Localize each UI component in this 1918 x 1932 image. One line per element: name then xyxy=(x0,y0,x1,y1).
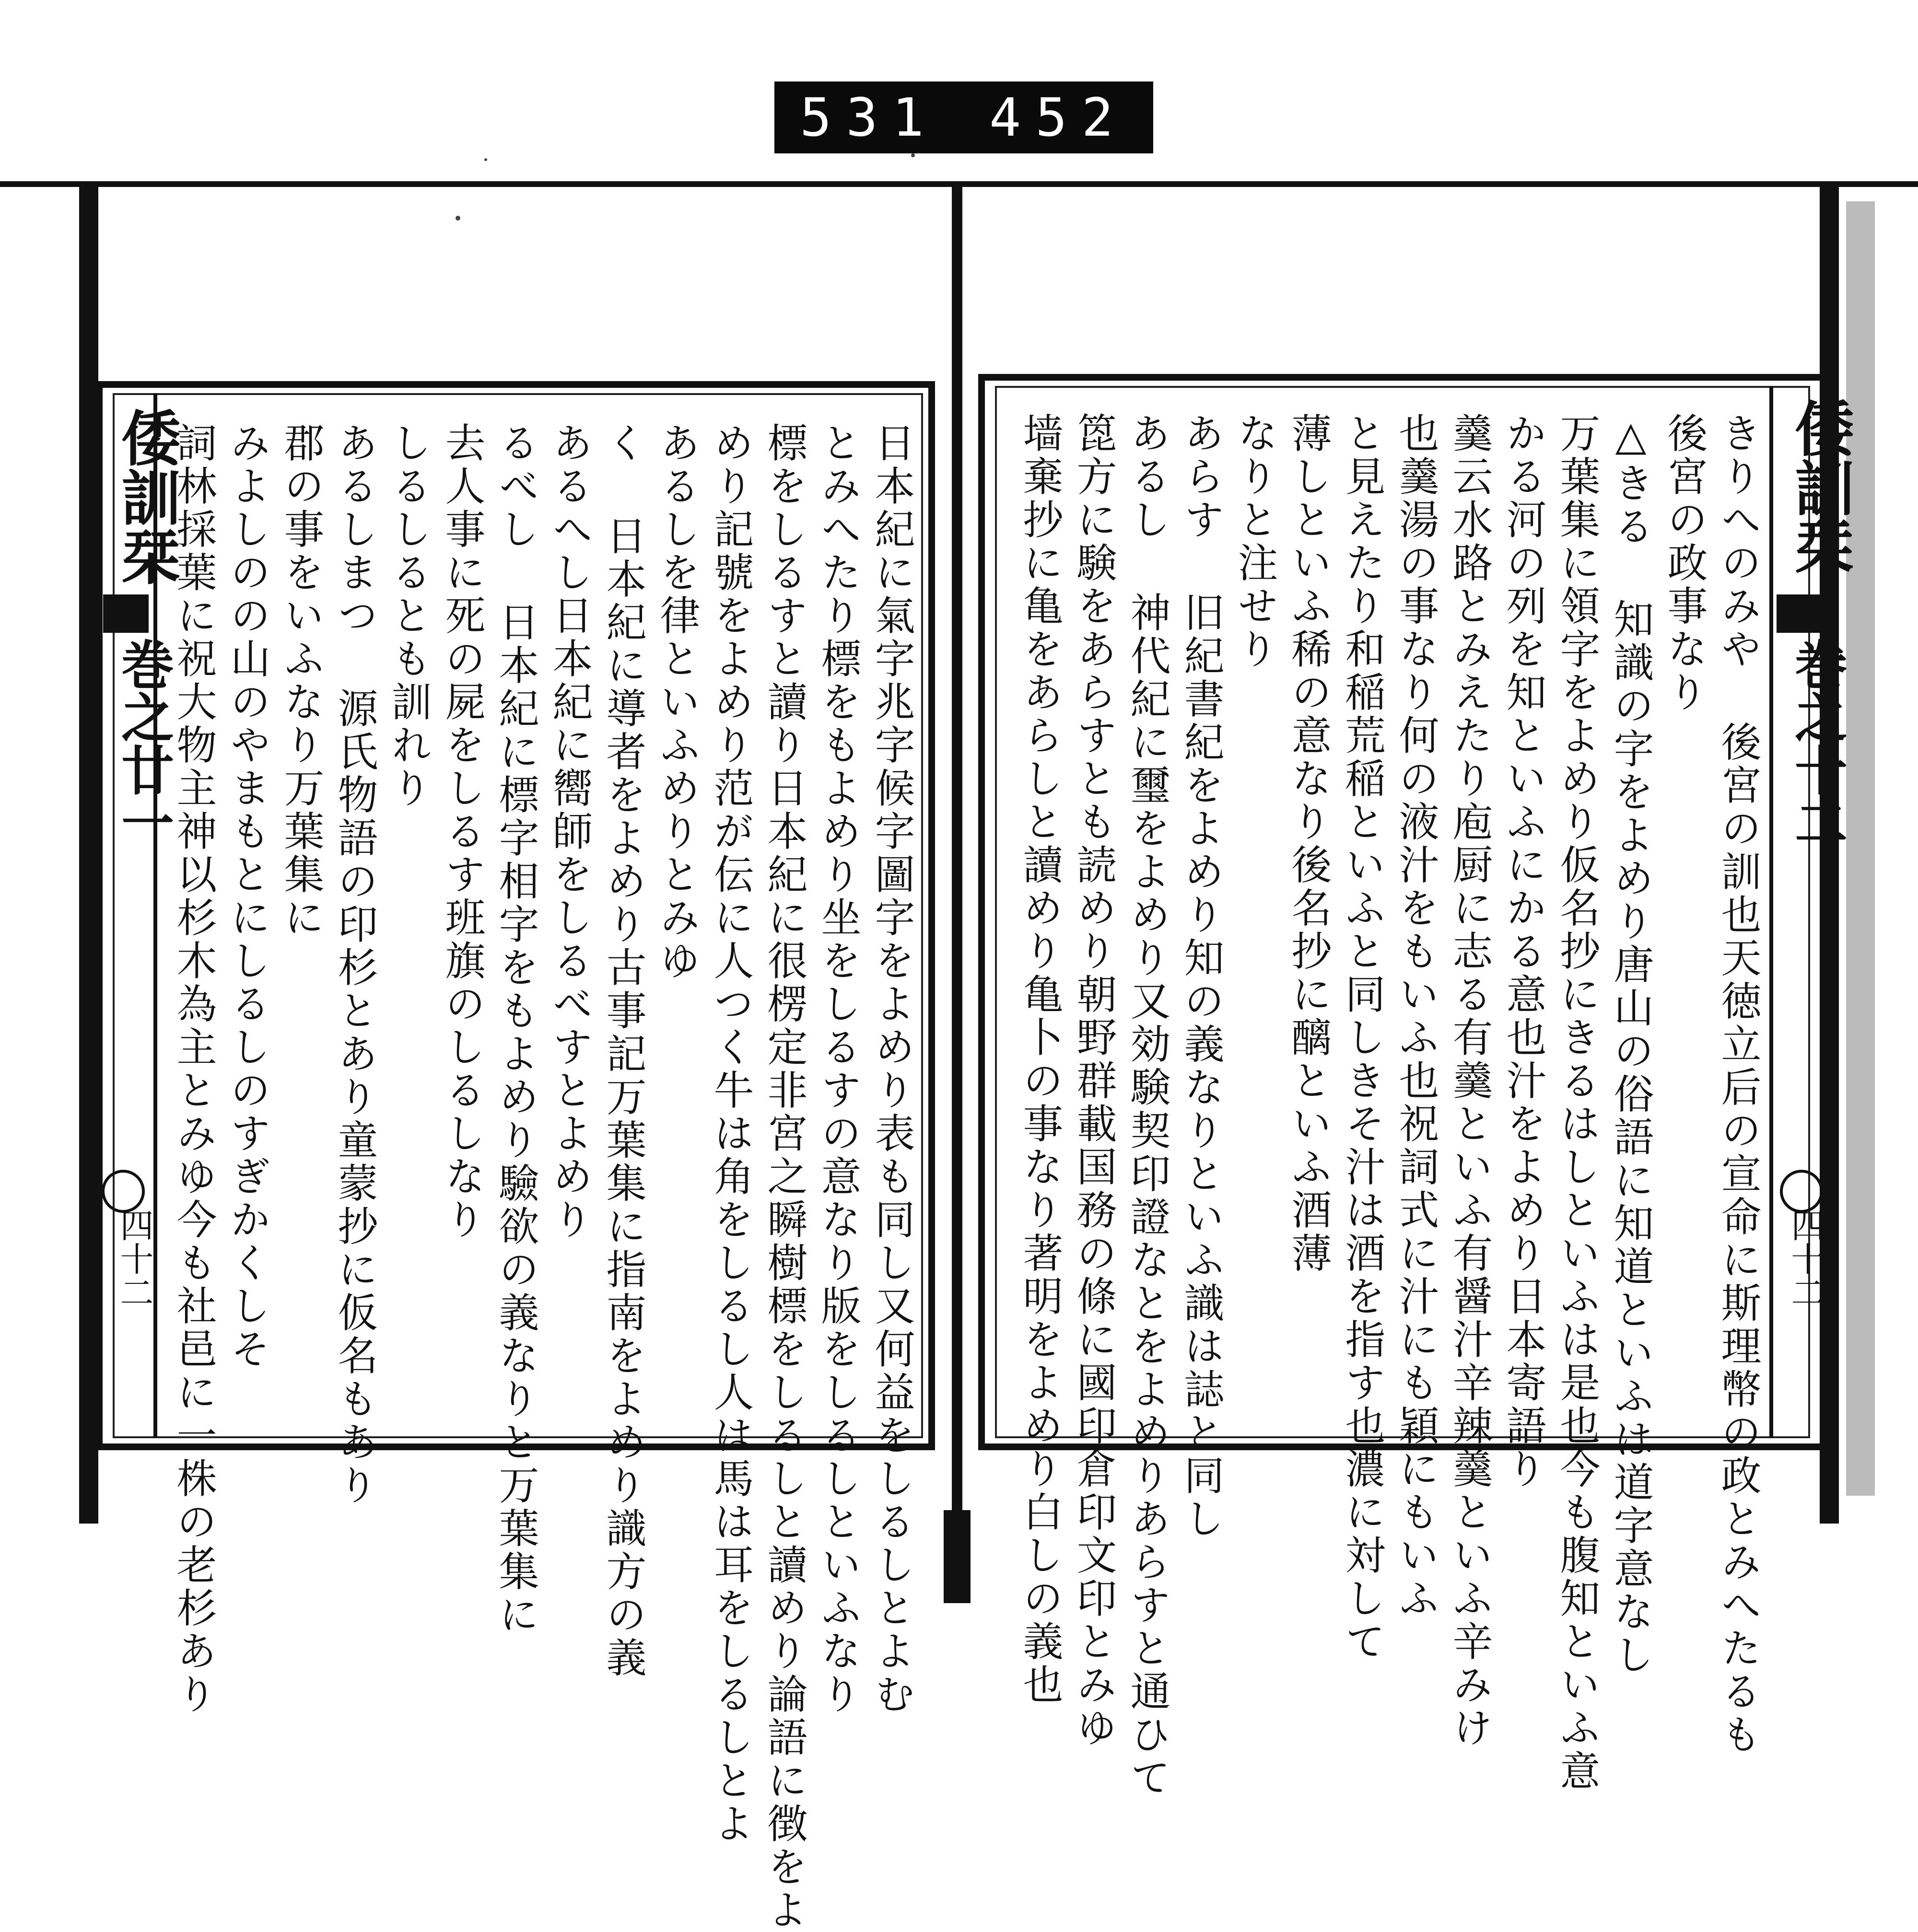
left-col-4: めり記號をよめり范が伝に人つく牛は角をしるし人は馬は耳をしるしとよ xyxy=(707,422,754,1846)
right-col-10: なりと注せり xyxy=(1231,412,1278,671)
left-col-7: あるへし日本紀に嚮師をしるべすとよめり xyxy=(546,422,593,1242)
left-volume: 巻之廿一 xyxy=(113,638,175,849)
right-col-8: と見えたり和稲荒稲といふと同しきそ汁は酒を指す也濃に対して xyxy=(1339,412,1386,1664)
right-col-6: 羹云水路とみえたり庖厨に志る有羹といふ有醤汁辛辣羹といふ辛みけ xyxy=(1446,412,1493,1750)
right-title-divider xyxy=(1769,386,1773,1438)
right-col-13: 箆方に験をあらすとも読めり朝野群載国務の條に國印倉印文印とみゆ xyxy=(1070,412,1117,1750)
right-col-1: きりへのみや 後宮の訓也天徳立后の宣命に斯理幣の政とみへたるも xyxy=(1715,412,1762,1757)
left-col-10: しるしるとも訓れり xyxy=(385,422,432,810)
left-col-6: く 日本紀に導者をよめり古事記万葉集に指南をよめり識方の義 xyxy=(600,422,647,1680)
right-col-12: あるし 神代紀に璽をよめり又効験契印證なとをよめりあらすと通ひて xyxy=(1124,412,1171,1800)
left-col-1: 日本紀に氣字兆字候字圖字をよめり表も同し又何益をしるしとよむ xyxy=(868,422,915,1716)
right-page-number: 四十二 xyxy=(1786,1208,1825,1309)
call-number-right: 452 xyxy=(989,87,1128,148)
right-col-3: △きる 知識の字をよめり唐山の俗語に知道といふは道字意なし xyxy=(1607,412,1654,1677)
right-col-5: かる河の列を知といふにかる意也汁をよめり日本寄語り xyxy=(1500,412,1547,1491)
right-col-2: 後宮の政事なり xyxy=(1661,412,1708,714)
scan-speck xyxy=(484,158,487,161)
call-number-label xyxy=(774,81,1153,153)
call-number-left: 531 xyxy=(800,87,938,148)
left-page-number: 四十二 xyxy=(115,1208,154,1309)
left-col-14: 詞林採葉に祝大物主神以杉木為主とみゆ今も社邑に一株の老杉あり xyxy=(170,422,217,1716)
left-book-title: 倭訓栞 xyxy=(111,407,181,586)
center-spine xyxy=(952,181,962,1524)
right-col-9: 薄しといふ稀の意なり後名抄に醨といふ酒薄 xyxy=(1285,412,1332,1275)
scan-speck xyxy=(911,153,915,157)
center-spine-base xyxy=(944,1510,971,1603)
scan-speck xyxy=(456,216,460,221)
left-col-8: るべし 日本紀に標字相字をもよめり驗欲の義なりと万葉集に xyxy=(492,422,539,1637)
left-page-text xyxy=(163,422,916,1932)
right-col-14: 墙棄抄に亀をあらしと讀めり亀卜の事なり著明をよめり白しの義也 xyxy=(1017,412,1064,1707)
right-page-text xyxy=(1005,412,1762,1800)
left-col-2: とみへたり標をもよめり坐をしるすの意なり版をしるしといふなり xyxy=(815,422,862,1716)
left-col-9: 去人事に死の屍をしるす班旗のしるしなり xyxy=(439,422,486,1242)
left-margin-circle xyxy=(102,1170,145,1213)
right-col-11: あらす 旧紀書紀をよめり知の義なりといふ識は誌と同し xyxy=(1178,412,1225,1541)
right-col-4: 万葉集に領字をよめり仮名抄にきるはしといふは是也今も腹知といふ意 xyxy=(1554,412,1601,1793)
left-title-tab xyxy=(103,594,149,633)
right-col-7: 也羹湯の事なり何の液汁をもいふ也祝詞式に汁にも穎にもいふ xyxy=(1392,412,1439,1620)
right-title-tab xyxy=(1777,594,1822,633)
left-col-5: あるしを律といふめりとみゆ xyxy=(654,422,701,983)
book-left-edge xyxy=(79,181,98,1524)
right-margin-circle xyxy=(1780,1170,1823,1213)
right-volume: 巻之十二 xyxy=(1786,638,1848,849)
left-col-11: あるしまつ 源氏物語の印杉とあり童蒙抄に仮名もあり xyxy=(331,422,378,1507)
left-col-13: みよしのの山のやまもとにしるしのすぎかくしそ xyxy=(224,422,271,1371)
page-stack-shadow xyxy=(1846,201,1875,1496)
left-col-3: 標をしるすと讀り日本紀に很楞定非宮之瞬樹標をしるしと讀めり論語に徴をよ xyxy=(761,422,808,1932)
left-col-12: 郡の事をいふなり万葉集に xyxy=(278,422,325,940)
right-book-title: 倭訓栞 xyxy=(1785,398,1854,576)
